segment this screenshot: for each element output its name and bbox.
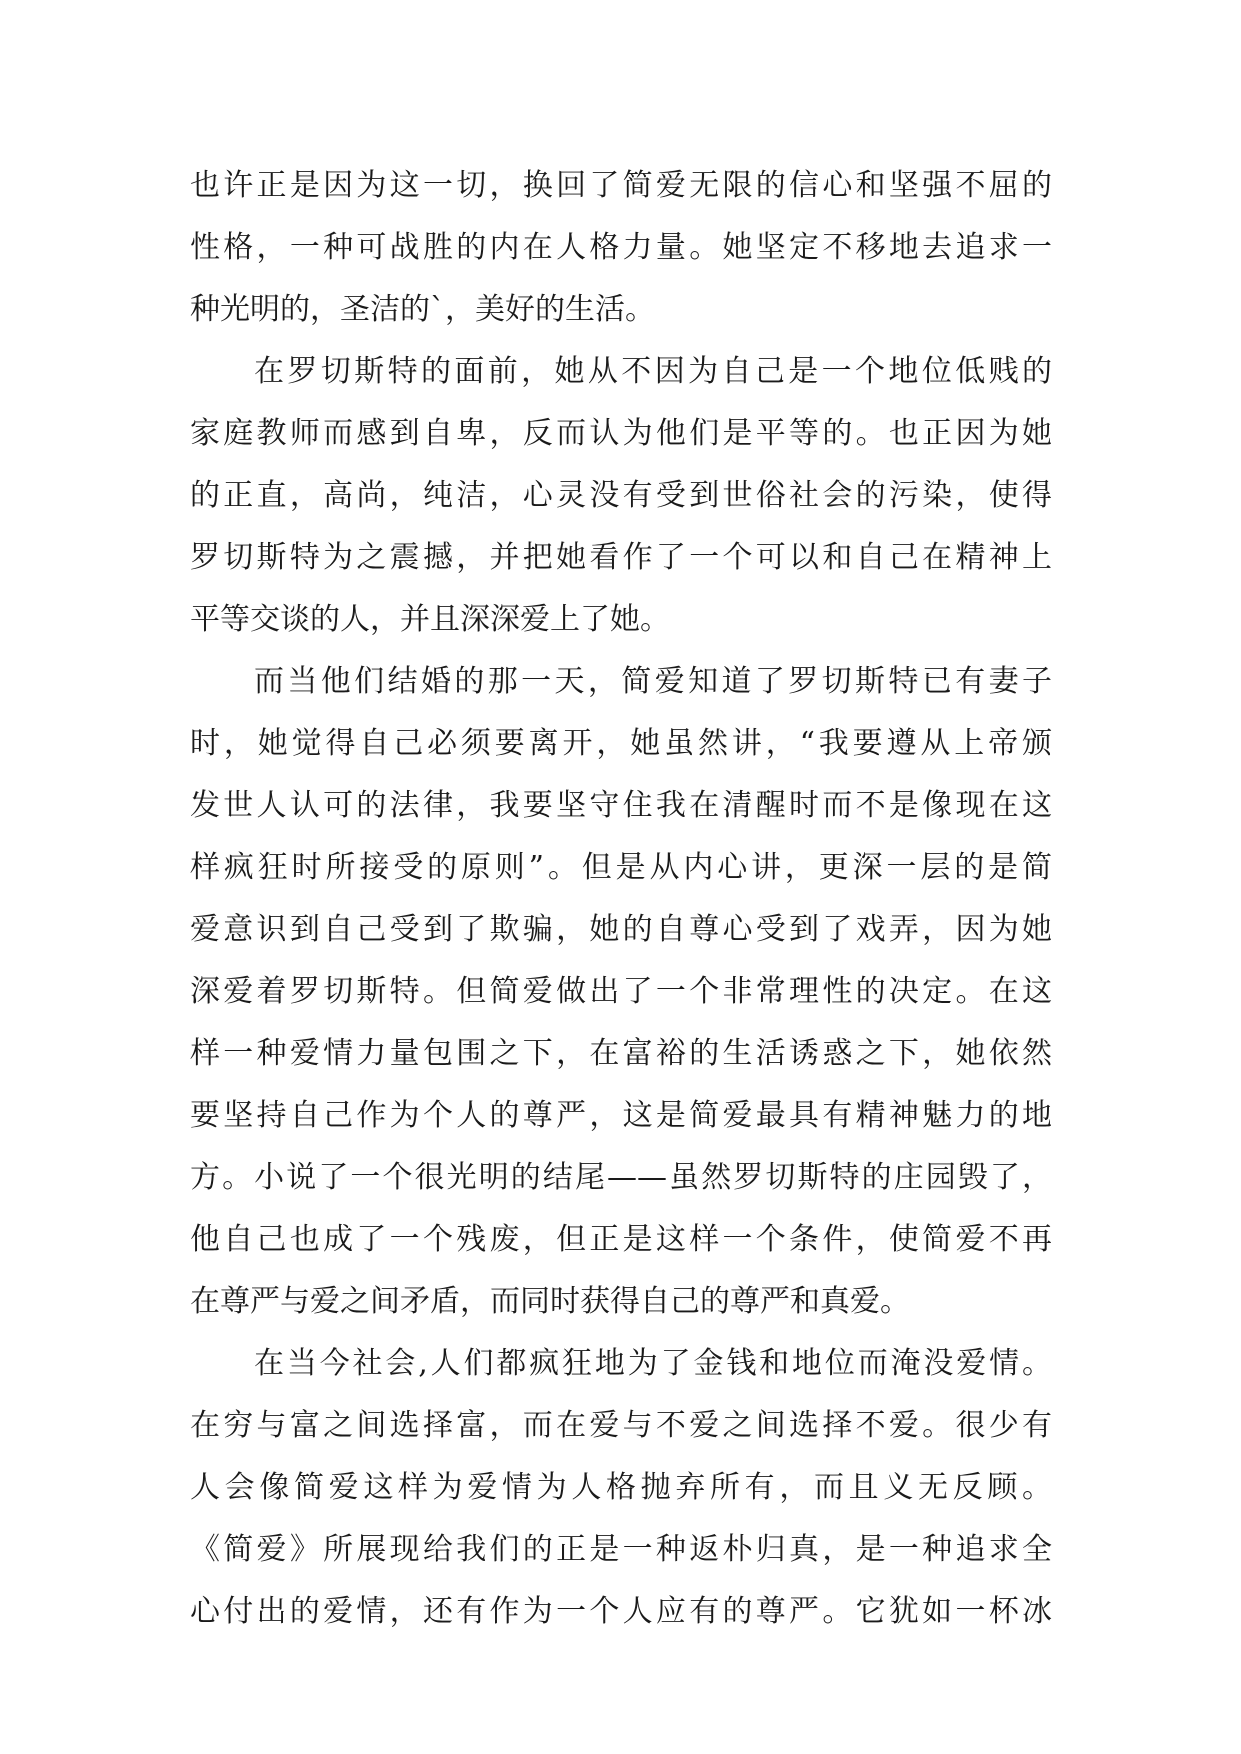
text-line: 人会像简爱这样为爱情为人格抛弃所有，而且义无反顾。 [190, 1470, 1052, 1505]
text-line: 在穷与富之间选择富，而在爱与不爱之间选择不爱。很少有 [190, 1408, 1052, 1443]
text-line: 性格，一种可战胜的内在人格力量。她坚定不移地去追求一 [190, 230, 1052, 265]
text-line: 发世人认可的法律，我要坚守住我在清醒时而不是像现在这 [190, 788, 1052, 823]
text-line: 在罗切斯特的面前，她从不因为自己是一个地位低贱的 [254, 354, 1052, 389]
text-line: 也许正是因为这一切，换回了简爱无限的信心和坚强不屈的 [190, 168, 1052, 203]
text-line: 他自己也成了一个残废，但正是这样一个条件，使简爱不再 [190, 1222, 1052, 1257]
text-line: 罗切斯特为之震撼，并把她看作了一个可以和自己在精神上 [190, 540, 1052, 575]
text-line: 爱意识到自己受到了欺骗，她的自尊心受到了戏弄，因为她 [190, 912, 1052, 947]
text-line: 心付出的爱情，还有作为一个人应有的尊严。它犹如一杯冰 [190, 1594, 1052, 1629]
body-text [190, 155, 1052, 1643]
text-line: 在当今社会,人们都疯狂地为了金钱和地位而淹没爱情。 [254, 1346, 1052, 1381]
text-line: 平等交谈的人，并且深深爱上了她。 [190, 602, 670, 637]
text-line: 的正直，高尚，纯洁，心灵没有受到世俗社会的污染，使得 [190, 478, 1052, 513]
text-line: 时，她觉得自己必须要离开，她虽然讲，“我要遵从上帝颁 [190, 726, 1052, 761]
text-line: 家庭教师而感到自卑，反而认为他们是平等的。也正因为她 [190, 416, 1052, 451]
text-line: 样一种爱情力量包围之下，在富裕的生活诱惑之下，她依然 [190, 1036, 1052, 1071]
text-line: 而当他们结婚的那一天，简爱知道了罗切斯特已有妻子 [254, 664, 1052, 699]
text-line: 方。小说了一个很光明的结尾——虽然罗切斯特的庄园毁了， [190, 1160, 1052, 1195]
text-line: 要坚持自己作为个人的尊严，这是简爱最具有精神魅力的地 [190, 1098, 1052, 1133]
text-line: 样疯狂时所接受的原则”。但是从内心讲，更深一层的是简 [190, 850, 1052, 885]
text-line: 在尊严与爱之间矛盾，而同时获得自己的尊严和真爱。 [190, 1284, 910, 1319]
text-line: 种光明的，圣洁的`，美好的生活。 [190, 292, 655, 327]
text-line: 深爱着罗切斯特。但简爱做出了一个非常理性的决定。在这 [190, 974, 1052, 1009]
text-line: 《简爱》所展现给我们的正是一种返朴归真，是一种追求全 [190, 1532, 1052, 1567]
